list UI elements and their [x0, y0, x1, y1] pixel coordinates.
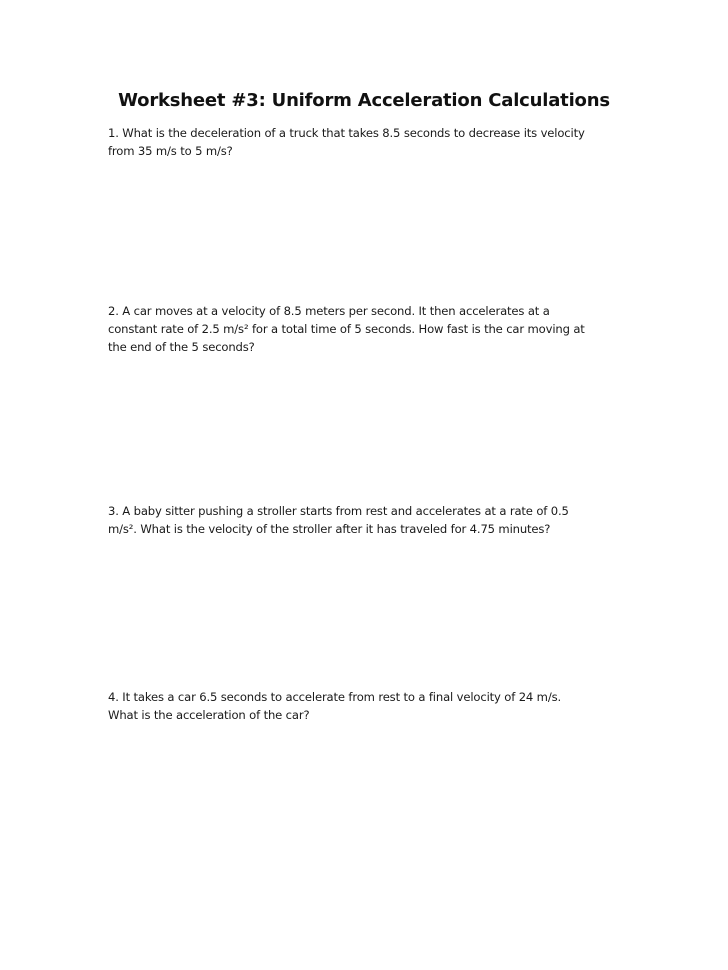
- question-line: What is the acceleration of the car?: [108, 708, 310, 722]
- question-4: [108, 688, 628, 724]
- worksheet-title: Worksheet #3: Uniform Acceleration Calculations: [118, 90, 610, 111]
- question-line: 3. A baby sitter pushing a stroller starts from rest and accelerates at a rate of 0.5: [108, 504, 569, 518]
- question-line: 1. What is the deceleration of a truck that takes 8.5 seconds to decrease its velocity: [108, 126, 585, 140]
- question-line: the end of the 5 seconds?: [108, 340, 255, 354]
- question-line: 2. A car moves at a velocity of 8.5 meters per second. It then accelerates at a: [108, 304, 550, 318]
- question-1: [108, 124, 628, 160]
- question-line: m/s². What is the velocity of the stroller after it has traveled for 4.75 minutes?: [108, 522, 551, 536]
- question-line: 4. It takes a car 6.5 seconds to accelerate from rest to a final velocity of 24 m/s.: [108, 690, 562, 704]
- question-3: [108, 502, 628, 538]
- question-2: [108, 302, 628, 356]
- question-line: from 35 m/s to 5 m/s?: [108, 144, 233, 158]
- question-line: constant rate of 2.5 m/s² for a total time of 5 seconds. How fast is the car moving at: [108, 322, 585, 336]
